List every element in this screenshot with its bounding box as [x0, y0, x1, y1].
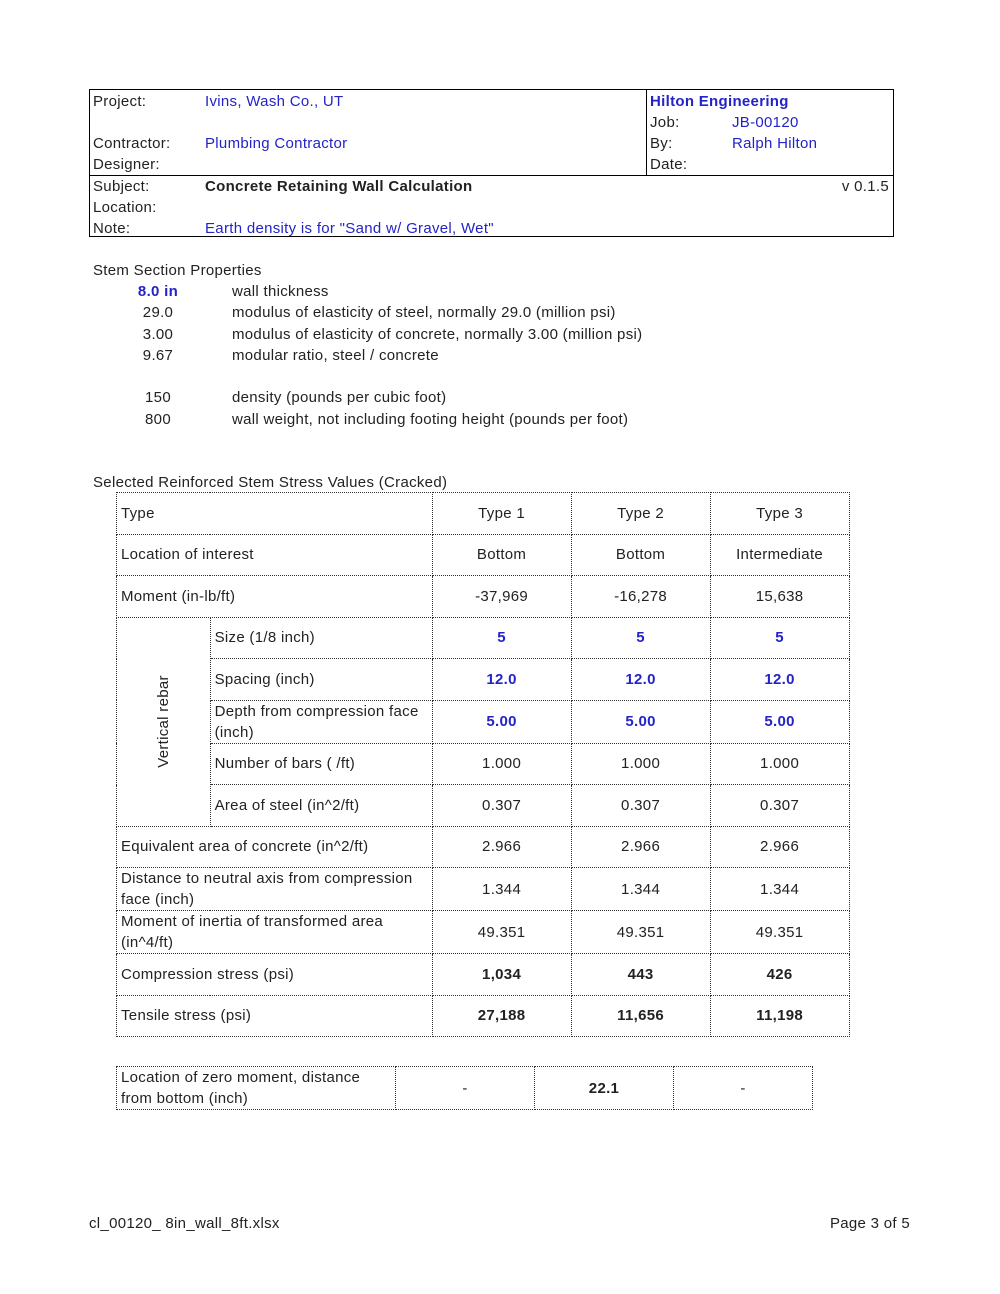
steel-modulus-desc: modulus of elasticity of steel, normally 29.0 (million psi) — [232, 304, 616, 321]
table-row — [117, 954, 850, 996]
cell-value: -16,278 — [571, 576, 710, 618]
cell-value: 1.344 — [432, 868, 571, 911]
table-row — [117, 826, 850, 868]
table-row — [117, 700, 850, 743]
vertical-rebar-group-label — [117, 617, 211, 826]
company-name: Hilton Engineering — [650, 93, 789, 110]
steel-modulus-value: 29.0 — [142, 304, 174, 321]
cell-value: 1.000 — [710, 743, 849, 785]
footer-filename: cl_00120_ 8in_wall_8ft.xlsx — [89, 1215, 280, 1232]
table-row — [117, 576, 850, 618]
note-label: Note: — [93, 220, 131, 237]
cell-value: 22.1 — [535, 1067, 674, 1110]
density-desc: density (pounds per cubic foot) — [232, 389, 447, 406]
row-label: Depth from compression face (inch) — [210, 700, 432, 743]
table-row — [117, 868, 850, 911]
table-row — [117, 911, 850, 954]
cell-value: -37,969 — [432, 576, 571, 618]
project-label: Project: — [93, 93, 147, 110]
cell-value: Bottom — [432, 534, 571, 576]
cell-value: 5.00 — [710, 700, 849, 743]
cell-value: 1.344 — [710, 868, 849, 911]
cell-value: 15,638 — [710, 576, 849, 618]
row-label: Number of bars ( /ft) — [210, 743, 432, 785]
location-label: Location: — [93, 199, 157, 216]
concrete-modulus-value: 3.00 — [142, 326, 174, 343]
row-label: Size (1/8 inch) — [210, 617, 432, 659]
header-box — [89, 89, 894, 237]
row-label: Type — [117, 493, 433, 535]
cell-value: 2.966 — [432, 826, 571, 868]
cell-value: 5.00 — [571, 700, 710, 743]
zero-moment-table — [116, 1066, 813, 1110]
cell-value: 2.966 — [571, 826, 710, 868]
row-label: Moment (in-lb/ft) — [117, 576, 433, 618]
cell-value: 5.00 — [432, 700, 571, 743]
cell-value: 5 — [432, 617, 571, 659]
cell-value: 12.0 — [571, 659, 710, 701]
concrete-modulus-desc: modulus of elasticity of concrete, normally 3.00 (million psi) — [232, 326, 643, 343]
cell-value: 2.966 — [710, 826, 849, 868]
wall-weight-desc: wall weight, not including footing height (pounds per foot) — [232, 411, 629, 428]
cell-value: Type 3 — [710, 493, 849, 535]
row-label: Equivalent area of concrete (in^2/ft) — [117, 826, 433, 868]
header-divider-vertical — [646, 90, 647, 175]
density-value: 150 — [145, 389, 171, 406]
cell-value: Bottom — [571, 534, 710, 576]
contractor-label: Contractor: — [93, 135, 171, 152]
job-label: Job: — [650, 114, 680, 131]
version-label: v 0.1.5 — [841, 178, 889, 195]
cell-value: 12.0 — [710, 659, 849, 701]
modular-ratio-desc: modular ratio, steel / concrete — [232, 347, 439, 364]
cell-value: 49.351 — [571, 911, 710, 954]
project-value: Ivins, Wash Co., UT — [205, 93, 344, 110]
cell-value: 5 — [710, 617, 849, 659]
designer-label: Designer: — [93, 156, 160, 173]
table-row — [117, 617, 850, 659]
cell-value: Type 2 — [571, 493, 710, 535]
cell-value: 12.0 — [432, 659, 571, 701]
row-label: Location of zero moment, distance from bottom (inch) — [117, 1067, 396, 1110]
stress-table-title: Selected Reinforced Stem Stress Values (Cracked) — [93, 474, 448, 491]
cell-value: 426 — [710, 954, 849, 996]
wall-thickness-value: 8.0 in — [137, 283, 179, 300]
vertical-rebar-text: Vertical rebar — [154, 675, 172, 768]
table-row — [117, 785, 850, 827]
cell-value: 0.307 — [710, 785, 849, 827]
date-label: Date: — [650, 156, 688, 173]
modular-ratio-value: 9.67 — [142, 347, 174, 364]
table-row — [117, 743, 850, 785]
row-label: Compression stress (psi) — [117, 954, 433, 996]
stem-section-title: Stem Section Properties — [93, 262, 262, 279]
cell-value: 1.000 — [432, 743, 571, 785]
cell-value: 5 — [571, 617, 710, 659]
cell-value: 1.344 — [571, 868, 710, 911]
row-label: Tensile stress (psi) — [117, 995, 433, 1037]
table-row — [117, 659, 850, 701]
cell-value: 1.000 — [571, 743, 710, 785]
wall-weight-value: 800 — [145, 411, 171, 428]
cell-value: Intermediate — [710, 534, 849, 576]
subject-value: Concrete Retaining Wall Calculation — [205, 178, 473, 195]
row-label: Location of interest — [117, 534, 433, 576]
cell-value: 11,656 — [571, 995, 710, 1037]
stress-table — [116, 492, 850, 1037]
note-value: Earth density is for "Sand w/ Gravel, Wet" — [205, 220, 494, 237]
cell-value: 1,034 — [432, 954, 571, 996]
cell-value: 49.351 — [710, 911, 849, 954]
table-row — [117, 534, 850, 576]
row-label: Distance to neutral axis from compression face (inch) — [117, 868, 433, 911]
cell-value: 443 — [571, 954, 710, 996]
row-label: Spacing (inch) — [210, 659, 432, 701]
cell-value: - — [674, 1067, 813, 1110]
footer-page-number: Page 3 of 5 — [829, 1215, 910, 1232]
row-label: Moment of inertia of transformed area (in^4/ft) — [117, 911, 433, 954]
table-row — [117, 995, 850, 1037]
by-value: Ralph Hilton — [732, 135, 818, 152]
contractor-value: Plumbing Contractor — [205, 135, 348, 152]
row-label: Area of steel (in^2/ft) — [210, 785, 432, 827]
table-row — [117, 493, 850, 535]
cell-value: 49.351 — [432, 911, 571, 954]
subject-label: Subject: — [93, 178, 150, 195]
cell-value: - — [396, 1067, 535, 1110]
wall-thickness-desc: wall thickness — [232, 283, 329, 300]
cell-value: 11,198 — [710, 995, 849, 1037]
cell-value: 27,188 — [432, 995, 571, 1037]
job-value: JB-00120 — [732, 114, 799, 131]
table-row — [117, 1067, 813, 1110]
by-label: By: — [650, 135, 673, 152]
cell-value: Type 1 — [432, 493, 571, 535]
cell-value: 0.307 — [432, 785, 571, 827]
cell-value: 0.307 — [571, 785, 710, 827]
